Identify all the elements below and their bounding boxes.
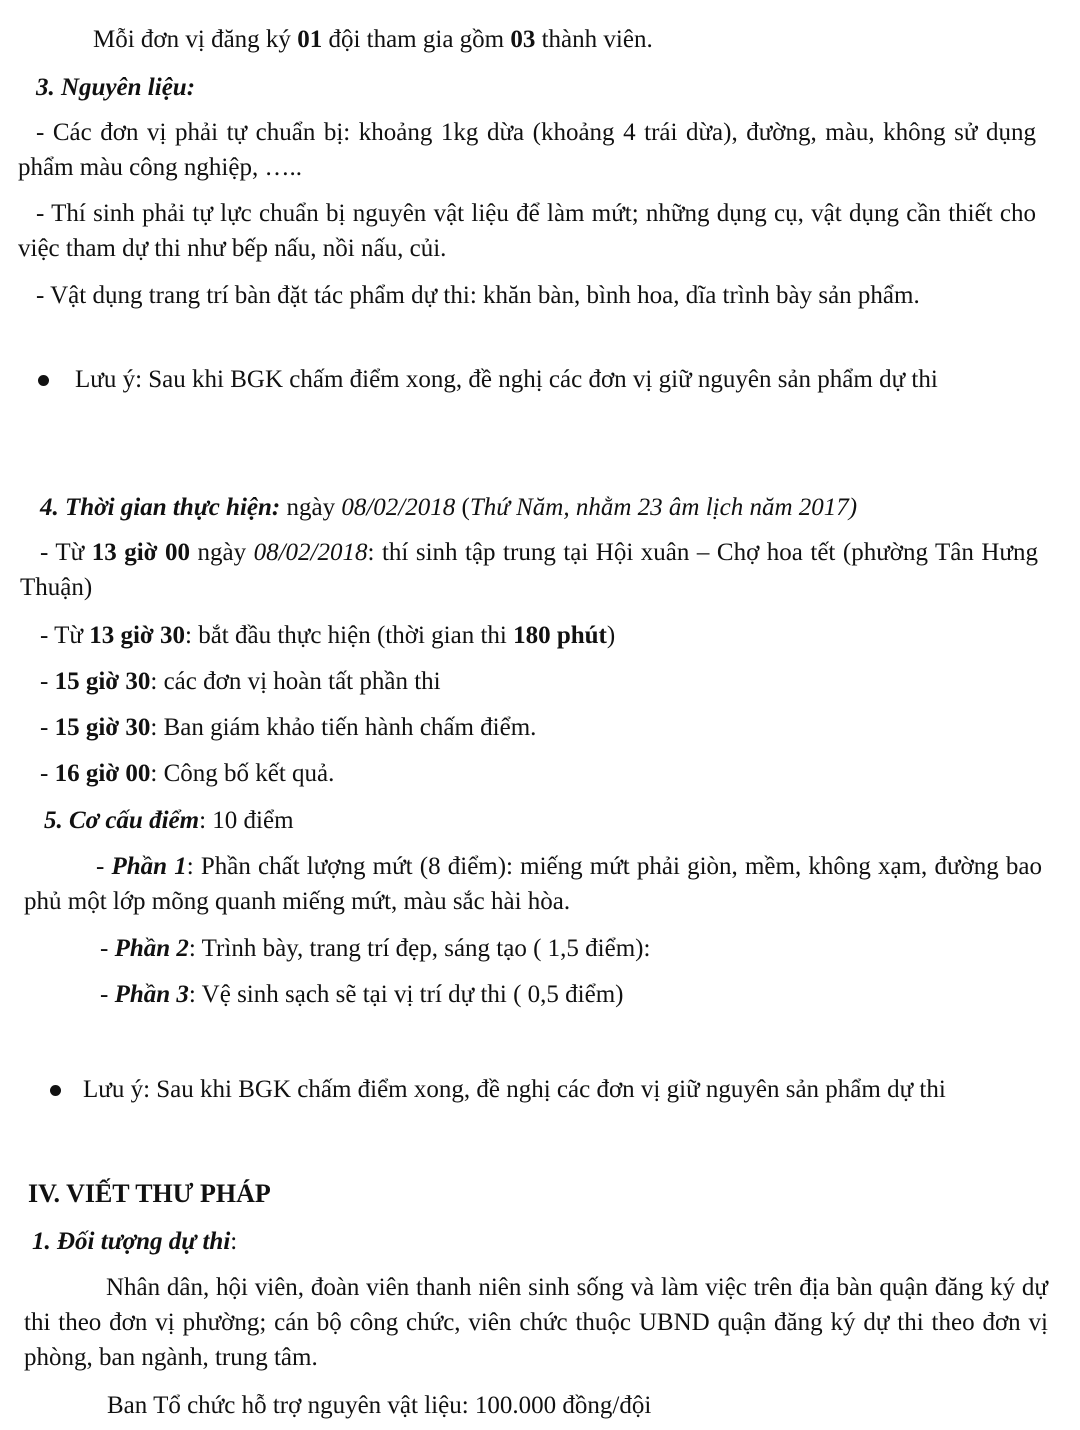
section-title-calligraphy: IV. VIẾT THƯ PHÁP [28, 1179, 271, 1208]
scoring-part-3: - Phần 3: Vệ sinh sạch sẽ tại vị trí dự thi ( 0,5 điểm) [100, 981, 624, 1008]
calligraphy-support: Ban Tổ chức hỗ trợ nguyên vật liệu: 100.000 đồng/đội [107, 1392, 652, 1419]
calligraphy-paragraph: Nhân dân, hội viên, đoàn viên thanh niên sinh sống và làm việc trên địa bàn quận đăng ký dự thi theo đơn vị phường; cán bộ công chức, viên chức thuộc UBND quận đăng ký dự thi theo đơn vị phòng, ban ngành, trung tâm. [24, 1274, 1048, 1371]
schedule-step-4: - 15 giờ 30: Ban giám khảo tiến hành chấm điểm. [40, 714, 537, 741]
team-count: 01 [297, 26, 323, 53]
bullet-icon [38, 375, 49, 386]
materials-note-text: Lưu ý: Sau khi BGK chấm điểm xong, đề nghị các đơn vị giữ nguyên sản phẩm dự thi [75, 366, 938, 393]
member-count: 03 [510, 26, 536, 53]
intro-line: Mỗi đơn vị đăng ký 01 đội tham gia gồm 03 thành viên. [93, 26, 653, 53]
bullet-icon [50, 1085, 61, 1096]
schedule-step-2: - Từ 13 giờ 30: bắt đầu thực hiện (thời gian thi 180 phút) [40, 622, 616, 649]
materials-item-1: - Các đơn vị phải tự chuẩn bị: khoảng 1kg dừa (khoảng 4 trái dừa), đường, màu, không sử dụng phẩm màu công nghiệp, ….. [18, 119, 1036, 181]
scoring-part-2: - Phần 2: Trình bày, trang trí đẹp, sáng tạo ( 1,5 điểm): [100, 935, 651, 962]
materials-heading: 3. Nguyên liệu: [36, 74, 196, 101]
scoring-heading: 5. Cơ cấu điểm: 10 điểm [44, 807, 294, 834]
materials-item-2: - Thí sinh phải tự lực chuẩn bị nguyên vật liệu để làm mứt; những dụng cụ, vật dụng cần thiết cho việc tham dự thi như bếp nấu, nồi nấu, củi. [18, 200, 1036, 262]
event-date: 08/02/2018 [341, 494, 456, 521]
schedule-step-5: - 16 giờ 00: Công bố kết quả. [40, 760, 335, 787]
calligraphy-subheading: 1. Đối tượng dự thi: [32, 1228, 238, 1255]
scoring-note-text: Lưu ý: Sau khi BGK chấm điểm xong, đề nghị các đơn vị giữ nguyên sản phẩm dự thi [83, 1076, 946, 1103]
scoring-part-1: - Phần 1: Phần chất lượng mứt (8 điểm): miếng mứt phải giòn, mềm, không xạm, đường bao phủ một lớp mõng quanh miếng mứt, màu sắc hài hòa. [24, 853, 1042, 915]
materials-item-3: - Vật dụng trang trí bàn đặt tác phẩm dự thi: khăn bàn, bình hoa, dĩa trình bày sản phẩm. [36, 282, 920, 309]
schedule-step-1: - Từ 13 giờ 00 ngày 08/02/2018: thí sinh tập trung tại Hội xuân – Chợ hoa tết (phường Tân Hưng Thuận) [20, 539, 1038, 601]
schedule-step-3: - 15 giờ 30: các đơn vị hoàn tất phần thi [40, 668, 441, 695]
schedule-heading: 4. Thời gian thực hiện: ngày 08/02/2018 (Thứ Năm, nhằm 23 âm lịch năm 2017) [40, 494, 858, 521]
